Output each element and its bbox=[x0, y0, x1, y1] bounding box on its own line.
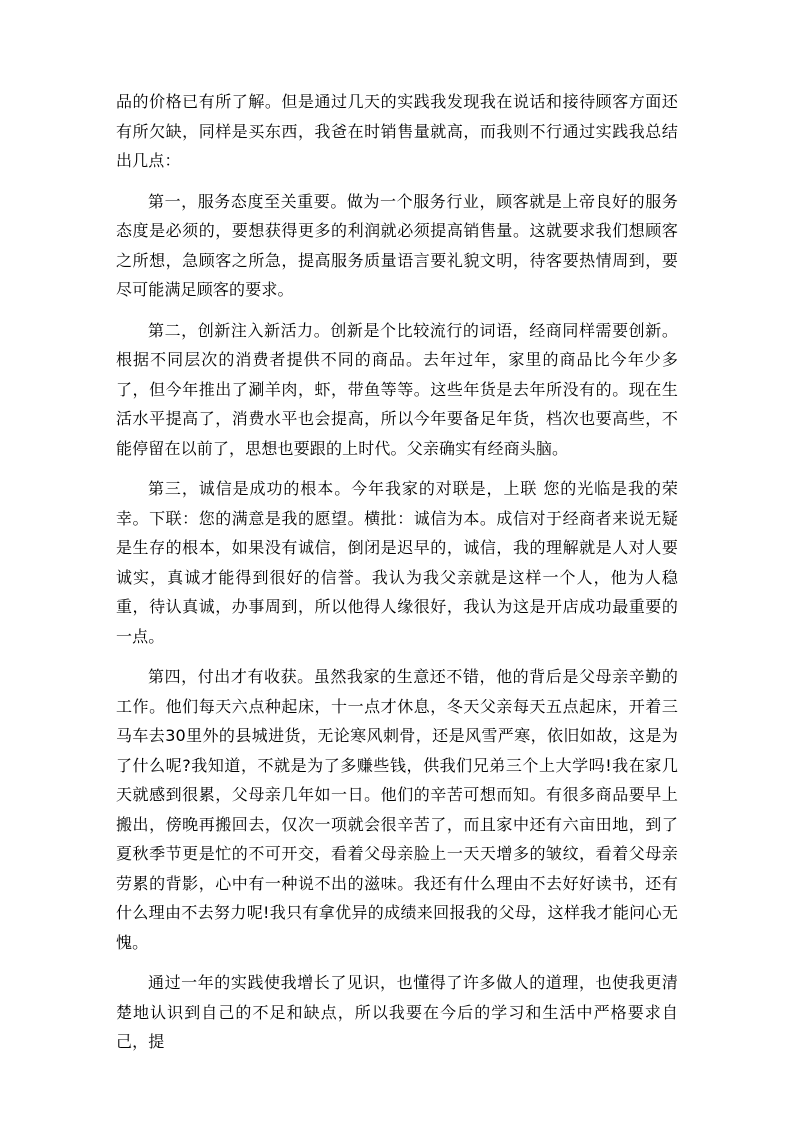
paragraph-point-three: 第三，诚信是成功的根本。今年我家的对联是，上联 您的光临是我的荣幸。下联：您的满意是我的愿望。横批：诚信为本。成信对于经商者来说无疑是生存的根本，如果没有诚信，倒闭是迟早的，诚信，我的理解就是人对人要诚实，真诚才能得到很好的信誉。我认为我父亲就是这样一个人，他为人稳重，待认真诚，办事周到，所以他得人缘很好，我认为这是开店成功最重要的一点。 bbox=[116, 479, 678, 646]
paragraph-point-two: 第二，创新注入新活力。创新是个比较流行的词语，经商同样需要创新。根据不同层次的消费者提供不同的商品。去年过年，家里的商品比今年少多了，但今年推出了涮羊肉，虾，带鱼等等。这些年货是去年所没有的。现在生活水平提高了，消费水平也会提高，所以今年要备足年货，档次也要高些，不能停留在以前了，思想也要跟的上时代。父亲确实有经商头脑。 bbox=[116, 320, 678, 458]
paragraph-conclusion: 通过一年的实践使我增长了见识，也懂得了许多做人的道理，也使我更清楚地认识到自己的不足和缺点，所以我要在今后的学习和生活中严格要求自己，提 bbox=[116, 973, 678, 1051]
document-body bbox=[116, 87, 678, 1057]
paragraph-point-four: 第四，付出才有收获。虽然我家的生意还不错，他的背后是父母亲辛勤的工作。他们每天六点种起床，十一点才休息，冬天父亲每天五点起床，开着三马车去30里外的县城进货，无论寒风刺骨，还是风雪严寒，依旧如故，这是为了什么呢?我知道，不就是为了多赚些钱，供我们兄弟三个上大学吗!我在家几天就感到很累，父母亲几年如一日。他们的辛苦可想而知。有很多商品要早上搬出，傍晚再搬回去，仅次一项就会很辛苦了，而且家中还有六亩田地，到了夏秋季节更是忙的不可开交，看着父母亲脸上一天天增多的皱纹，看着父母亲劳累的背影，心中有一种说不出的滋味。我还有什么理由不去好好读书，还有什么理由不去努力呢!我只有拿优异的成绩来回报我的父母，这样我才能问心无愧。 bbox=[116, 667, 678, 952]
paragraph-continuation: 品的价格已有所了解。但是通过几天的实践我发现我在说话和接待顾客方面还有所欠缺，同样是买东西，我爸在时销售量就高，而我则不行通过实践我总结出几点： bbox=[116, 92, 678, 170]
paragraph-point-one: 第一，服务态度至关重要。做为一个服务行业，顾客就是上帝良好的服务态度是必须的，要想获得更多的利润就必须提高销售量。这就要求我们想顾客之所想，急顾客之所急，提高服务质量语言要礼貌文明，待客要热情周到，要尽可能满足顾客的要求。 bbox=[116, 191, 678, 299]
